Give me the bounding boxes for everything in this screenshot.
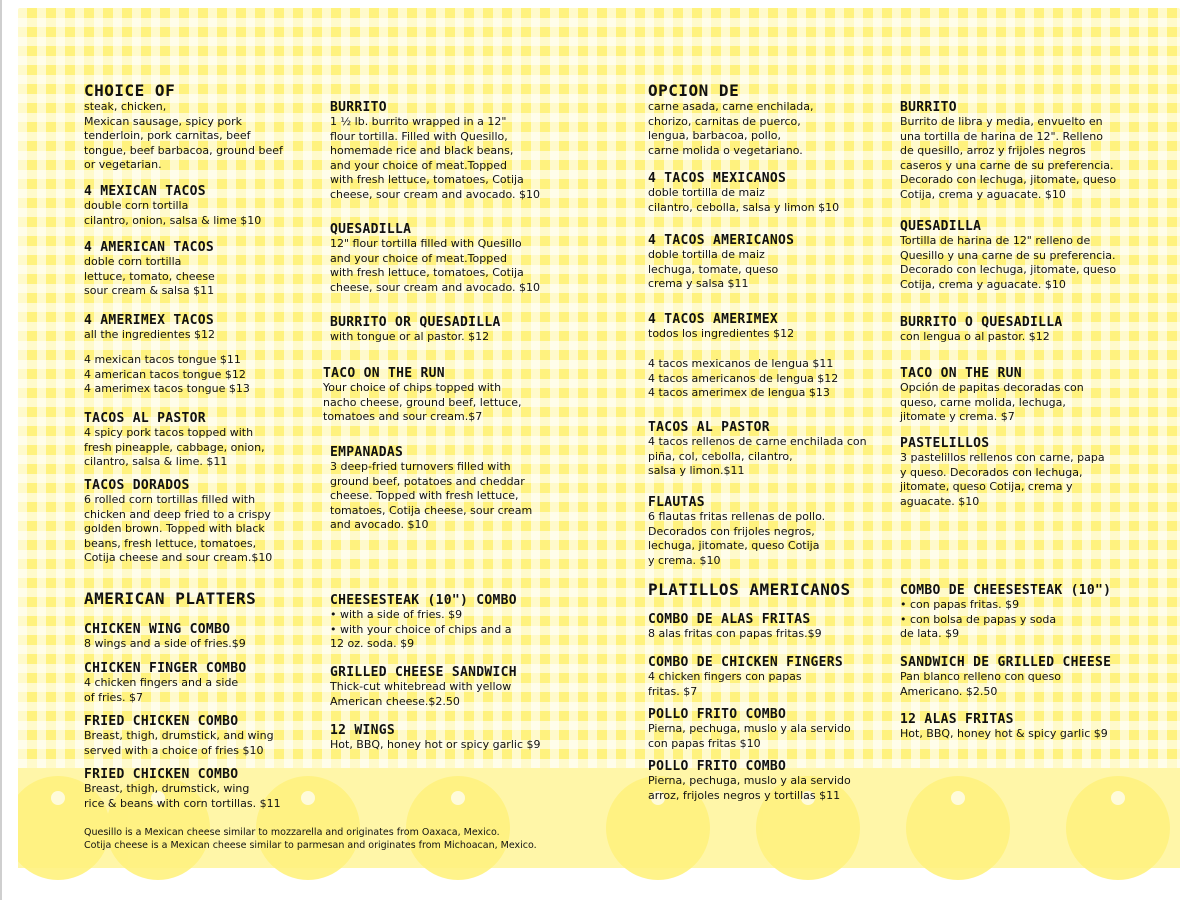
item-description: 4 spicy pork tacos topped with fresh pineapple, cabbage, onion, cilantro, salsa & lime. $11 (84, 426, 265, 468)
item-description: Burrito de libra y media, envuelto en una tortilla de harina de 12". Relleno de quesillo, arroz y frijoles negros caseros y una carne de su preferencia. Decorado con lechuga, jitomate, queso Cotija, crema y aguacate. $10 (900, 115, 1117, 201)
item-description: Pierna, pechuga, muslo y ala servido con papas fritas $10 (648, 722, 851, 750)
menu-item (84, 411, 334, 470)
item-title: PASTELILLOS (900, 436, 990, 451)
footnote-quesillo: Quesillo is a Mexican cheese similar to mozzarella and originates from Oaxaca, Mexico. (84, 827, 500, 838)
item-title: 4 TACOS AMERICANOS (648, 233, 795, 248)
menu-item (648, 357, 898, 401)
item-description: carne asada, carne enchilada, chorizo, carnitas de puerco, lengua, barbacoa, pollo, carne molida o vegetariano. (648, 100, 814, 157)
menu-item (84, 82, 334, 173)
menu-item (84, 714, 334, 758)
menu-item (84, 478, 334, 566)
menu-item (84, 353, 334, 397)
menu-item (648, 312, 898, 342)
item-description: Hot, BBQ, honey hot & spicy garlic $9 (900, 727, 1108, 740)
menu-item (330, 315, 580, 345)
item-title: EMPANADAS (330, 445, 404, 460)
menu-item (330, 100, 580, 202)
item-description: 8 alas fritas con papas fritas.$9 (648, 627, 822, 640)
menu-item (84, 622, 334, 652)
item-title: SANDWICH DE GRILLED CHEESE (900, 655, 1112, 670)
menu-item (900, 436, 1150, 509)
menu-item (330, 445, 580, 533)
item-description: 4 tacos rellenos de carne enchilada con piña, col, cebolla, cilantro, salsa y limon.$11 (648, 435, 867, 477)
item-description: Hot, BBQ, honey hot or spicy garlic $9 (330, 738, 541, 751)
menu-item (84, 184, 334, 228)
item-title: QUESADILLA (330, 222, 412, 237)
menu-item (900, 366, 1150, 425)
item-title: GRILLED CHEESE SANDWICH (330, 665, 517, 680)
item-title: FRIED CHICKEN COMBO (84, 714, 239, 729)
menu-item (648, 655, 898, 699)
item-title: COMBO DE ALAS FRITAS (648, 612, 811, 627)
item-title: BURRITO OR QUESADILLA (330, 315, 501, 330)
item-description: Your choice of chips topped with nacho cheese, ground beef, lettuce, tomatoes and sour cream.$7 (323, 381, 522, 423)
item-description: 4 chicken fingers and a side of fries. $7 (84, 676, 239, 704)
item-description: Thick-cut whitebread with yellow American cheese.$2.50 (330, 680, 512, 708)
item-description: 12" flour tortilla filled with Quesillo and your choice of meat.Topped with fresh lettuce, tomatoes, Cotija cheese, sour cream and avocado. $10 (330, 237, 541, 294)
item-description: 8 wings and a side of fries.$9 (84, 637, 246, 650)
menu-item (648, 707, 898, 751)
item-description: • with a side of fries. $9 • with your choice of chips and a 12 oz. soda. $9 (330, 608, 512, 650)
item-description: todos los ingredientes $12 (648, 327, 795, 340)
item-description: doble tortilla de maiz cilantro, cebolla, salsa y limon $10 (648, 186, 840, 214)
item-description: steak, chicken, Mexican sausage, spicy pork tenderloin, pork carnitas, beef tongue, beef barbacoa, ground beef or vegetarian. (84, 100, 283, 171)
item-description: Pan blanco relleno con queso Americano. $2.50 (900, 670, 1061, 698)
item-description: 3 deep-fried turnovers filled with ground beef, potatoes and cheddar cheese. Topped with fresh lettuce, tomatoes, Cotija cheese, sour cream and avocado. $10 (330, 460, 533, 531)
menu-item (323, 366, 573, 425)
menu-item (900, 583, 1150, 642)
menu-item (900, 219, 1150, 292)
item-title: 4 TACOS AMERIMEX (648, 312, 779, 327)
item-title: POLLO FRITO COMBO (648, 707, 787, 722)
menu-item (648, 420, 898, 479)
menu-item (900, 315, 1150, 345)
item-description: con lengua o al pastor. $12 (900, 330, 1050, 343)
item-title: CHICKEN FINGER COMBO (84, 661, 247, 676)
menu-item (648, 82, 898, 158)
item-description: 4 chicken fingers con papas fritas. $7 (648, 670, 802, 698)
item-title: TACO ON THE RUN (323, 366, 445, 381)
item-title: POLLO FRITO COMBO (648, 759, 787, 774)
footnote (84, 826, 537, 852)
item-title: BURRITO (900, 100, 957, 115)
menu-item (84, 661, 334, 705)
item-title: FLAUTAS (648, 495, 705, 510)
item-title: 4 AMERIMEX TACOS (84, 313, 215, 328)
item-title: 4 AMERICAN TACOS (84, 240, 215, 255)
item-title: 12 WINGS (330, 723, 396, 738)
item-title: 4 TACOS MEXICANOS (648, 171, 787, 186)
item-description: with tongue or al pastor. $12 (330, 330, 490, 343)
item-title: CHEESESTEAK (10") COMBO (330, 593, 517, 608)
item-description: doble tortilla de maiz lechuga, tomate, queso crema y salsa $11 (648, 248, 779, 290)
item-description: Breast, thigh, drumstick, and wing served with a choice of fries $10 (84, 729, 274, 757)
item-description: double corn tortilla cilantro, onion, salsa & lime $10 (84, 199, 262, 227)
item-title: FRIED CHICKEN COMBO (84, 767, 239, 782)
item-description: 1 ½ lb. burrito wrapped in a 12" flour tortilla. Filled with Quesillo, homemade rice and black beans, and your choice of meat.Topped with fresh lettuce, tomatoes, Cotija cheese, sour cream and avocado. $10 (330, 115, 541, 201)
item-description: doble corn tortilla lettuce, tomato, cheese sour cream & salsa $11 (84, 255, 215, 297)
item-title: BURRITO O QUESADILLA (900, 315, 1063, 330)
menu-item (84, 767, 334, 811)
item-description: Breast, thigh, drumstick, wing rice & beans with corn tortillas. $11 (84, 782, 281, 810)
section-heading: OPCION DE (648, 81, 740, 100)
section-heading: PLATILLOS AMERICANOS (648, 580, 851, 599)
item-title: 4 MEXICAN TACOS (84, 184, 206, 199)
item-title: QUESADILLA (900, 219, 982, 234)
item-title: TACOS AL PASTOR (648, 420, 770, 435)
item-title: COMBO DE CHICKEN FINGERS (648, 655, 844, 670)
menu-item (900, 655, 1150, 699)
item-description: Tortilla de harina de 12" relleno de Quesillo y una carne de su preferencia. Decorado con lechuga, jitomate, queso Cotija, crema y aguacate. $10 (900, 234, 1117, 291)
menu-item (84, 313, 334, 343)
menu-item (648, 171, 898, 215)
item-description: 6 flautas fritas rellenas de pollo. Decorados con frijoles negros, lechuga, jitomate, queso Cotija y crema. $10 (648, 510, 826, 567)
menu-item (84, 240, 334, 299)
item-description: 4 tacos mexicanos de lengua $11 4 tacos americanos de lengua $12 4 tacos amerimex de lengua $13 (648, 357, 839, 399)
menu-item (648, 759, 898, 803)
item-description: Opción de papitas decoradas con queso, carne molida, lechuga, jitomate y crema. $7 (900, 381, 1084, 423)
item-title: TACOS AL PASTOR (84, 411, 206, 426)
item-title: 12 ALAS FRITAS (900, 712, 1014, 727)
item-description: • con papas fritas. $9 • con bolsa de papas y soda de lata. $9 (900, 598, 1057, 640)
menu-item (900, 712, 1150, 742)
menu-item (330, 723, 580, 753)
item-title: BURRITO (330, 100, 387, 115)
menu-item (84, 590, 334, 608)
item-title: TACOS DORADOS (84, 478, 190, 493)
menu-item (330, 665, 580, 709)
item-description: Pierna, pechuga, muslo y ala servido arroz, frijoles negros y tortillas $11 (648, 774, 851, 802)
menu-item (648, 233, 898, 292)
menu-item (330, 593, 580, 652)
menu-item (648, 495, 898, 568)
item-title: CHICKEN WING COMBO (84, 622, 231, 637)
footnote-cotija: Cotija cheese is a Mexican cheese similar to parmesan and originates from Michoacan, Mexico. (84, 840, 537, 851)
item-description: 6 rolled corn tortillas filled with chicken and deep fried to a crispy golden brown. Topped with black beans, fresh lettuce, tomatoes, Cotija cheese and sour cream.$10 (84, 493, 273, 564)
item-description: 4 mexican tacos tongue $11 4 american tacos tongue $12 4 amerimex tacos tongue $13 (84, 353, 250, 395)
section-heading: AMERICAN PLATTERS (84, 589, 257, 608)
menu-item (900, 100, 1150, 202)
item-title: COMBO DE CHEESESTEAK (10") (900, 583, 1112, 598)
menu-item (648, 612, 898, 642)
menu-item (330, 222, 580, 295)
menu-item (648, 581, 898, 599)
item-description: 3 pastelillos rellenos con carne, papa y queso. Decorados con lechuga, jitomate, queso Cotija, crema y aguacate. $10 (900, 451, 1105, 508)
item-title: TACO ON THE RUN (900, 366, 1022, 381)
page-edge (0, 0, 2, 900)
section-heading: CHOICE OF (84, 81, 176, 100)
item-description: all the ingredientes $12 (84, 328, 216, 341)
